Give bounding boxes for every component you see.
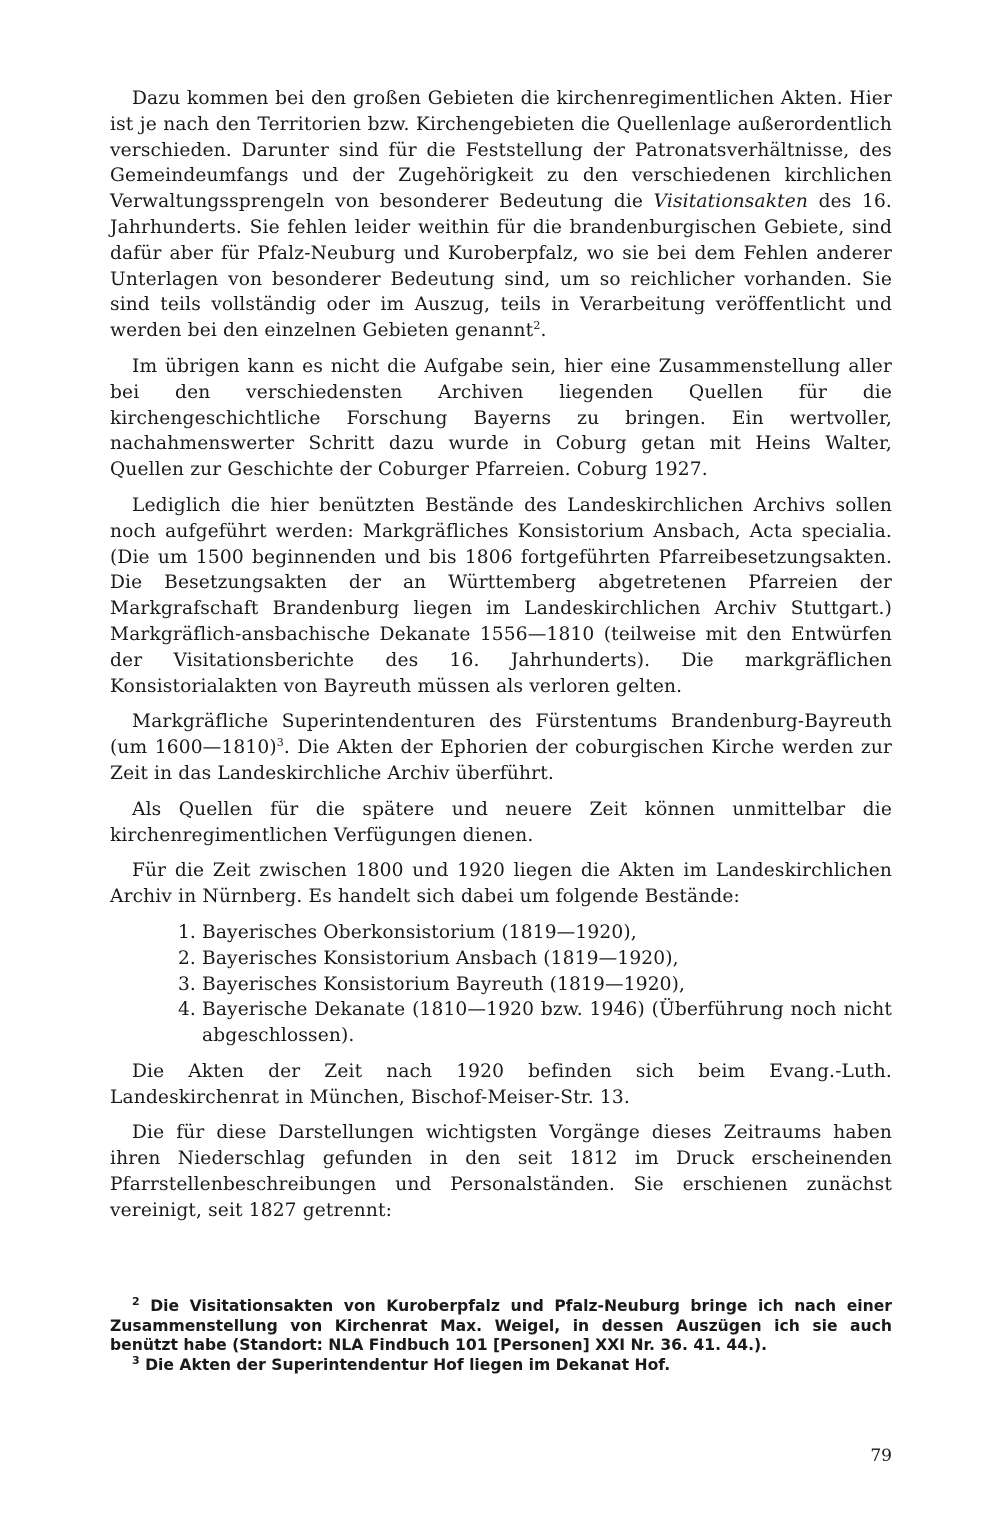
footnote-text: Die Visitationsakten von Kuroberpfalz und Pfalz-Neuburg bringe ich nach einer Zusammenstellung von Kirchenrat Max. Weigel, in dessen Auszügen ich sie auch benützt habe (Standort: NLA Findbuch 101 [Personen] XXI Nr. 36. 41. 44.). [110,1297,892,1355]
footnote-3 [110,1353,892,1376]
paragraph-after-1920: Die Akten der Zeit nach 1920 befinden sich beim Evang.-Luth. Landeskirchenrat in München, Bischof-Meiser-Str. 13. [110,1060,892,1108]
paragraph-text: Dazu kommen bei den großen Gebieten die kirchenregimentlichen Akten. Hier ist je nach den Territorien bzw. Kirchengebieten die Quellenlage außerordentlich verschieden. Darunter sind für die Feststellung der Patronatsverhältnisse, des Gemeindeumfangs und der Zugehörigkeit zu den verschiedenen kirchlichen Verwaltungssprengeln von besonderer Bedeutung die [110,88,892,213]
list-number: 2. [177,947,196,969]
footnotes [110,1294,892,1375]
list-text: Bayerisches Konsistorium Bayreuth (1819—1920), [202,973,686,995]
paragraph-text: des 16. Jahrhunderts. Sie fehlen leider weithin für die brandenburgischen Gebiete, sind dafür aber für Pfalz-Neuburg und Kuroberpfalz, wo sie bei dem Fehlen anderer Unterlagen von besonderer Bedeutung sind, um so reichlicher vorhanden. Sie sind teils vollständig oder im Auszug, teils in Verarbeitung veröffentlicht und werden bei den einzelnen Gebieten genannt [110,191,892,342]
paragraph-printed-sources: Die für diese Darstellungen wichtigsten Vorgänge dieses Zeitraums haben ihren Niederschlag gefunden in den seit 1812 im Druck erscheinenden Pfarrstellenbeschreibungen und Personalständen. Sie erschienen zunächst vereinigt, seit 1827 getrennt: [110,1122,892,1221]
list-text: Bayerisches Konsistorium Ansbach (1819—1920), [202,947,679,969]
footnote-mark: 3 [132,1353,140,1367]
paragraph-archive-holdings: Lediglich die hier benützten Bestände des Landeskirchlichen Archivs sollen noch aufgeführt werden: Markgräfliches Konsistorium Ansbach, Acta specialia. (Die um 1500 beginnenden und bis 1806 fortgeführten Pfarreibesetzungsakten. Die Besetzungsakten der an Württemberg abgetretenen Pfarreien der Markgrafschaft Brandenburg liegen im Landeskirchlichen Archiv Stuttgart.) Markgräflich-ansbachische Dekanate 1556—1810 (teilweise mit den Entwürfen der Visitationsberichte des 16. Jahrhunderts). Die markgräflichen Konsistorialakten von Bayreuth müssen als verloren gelten. [110,494,892,697]
list-text: Bayerische Dekanate (1810—1920 bzw. 1946) (Überführung noch nicht abgeschlossen). [202,999,892,1047]
paragraph-overview: Im übrigen kann es nicht die Aufgabe sein, hier eine Zusammenstellung aller bei den verschiedensten Archiven liegenden Quellen für die kirchengeschichtliche Forschung Bayerns zu bringen. Ein wertvoller, nachahmenswerter Schritt dazu wurde in Coburg getan mit Heins Walter, Quellen zur Geschichte der Coburger Pfarreien. Coburg 1927. [110,355,892,481]
paragraph-superintendenturen [110,709,892,786]
list-item [110,972,892,998]
paragraph-text: Markgräfliche Superintendenturen des Fürstentums Brandenburg-Bayreuth (um 1600—1810) [110,711,892,759]
footnote-mark: 2 [132,1294,140,1308]
list-item [110,920,892,946]
footnote-ref-3: 3 [276,735,284,749]
list-number: 3. [177,973,196,995]
holdings-list [110,920,892,1049]
list-number: 1. [177,921,196,943]
paragraph-text: . Die Akten der Ephorien der coburgischen Kirche werden zur Zeit in das Landeskirchliche Archiv überführt. [110,737,892,784]
list-item [110,997,892,1049]
page-number: 79 [870,1446,892,1466]
paragraph-later-sources: Als Quellen für die spätere und neuere Zeit können unmittelbar die kirchenregimentlichen Verfügungen dienen. [110,798,892,846]
footnote-ref-2: 2 [533,318,541,332]
paragraph-text: . [540,320,547,342]
list-number: 4. [177,999,196,1021]
paragraph-1800-1920: Für die Zeit zwischen 1800 und 1920 liegen die Akten im Landeskirchlichen Archiv in Nürnberg. Es handelt sich dabei um folgende Bestände: [110,860,892,908]
footnote-2 [110,1294,892,1356]
list-item [110,946,892,972]
footnote-text: Die Akten der Superintendentur Hof liegen im Dekanat Hof. [139,1355,671,1374]
body-text [110,86,892,1234]
list-text: Bayerisches Oberkonsistorium (1819—1920), [202,921,637,943]
emphasis-visitationsakten: Visitationsakten [653,191,809,213]
paragraph-sources-visitation [110,86,892,344]
